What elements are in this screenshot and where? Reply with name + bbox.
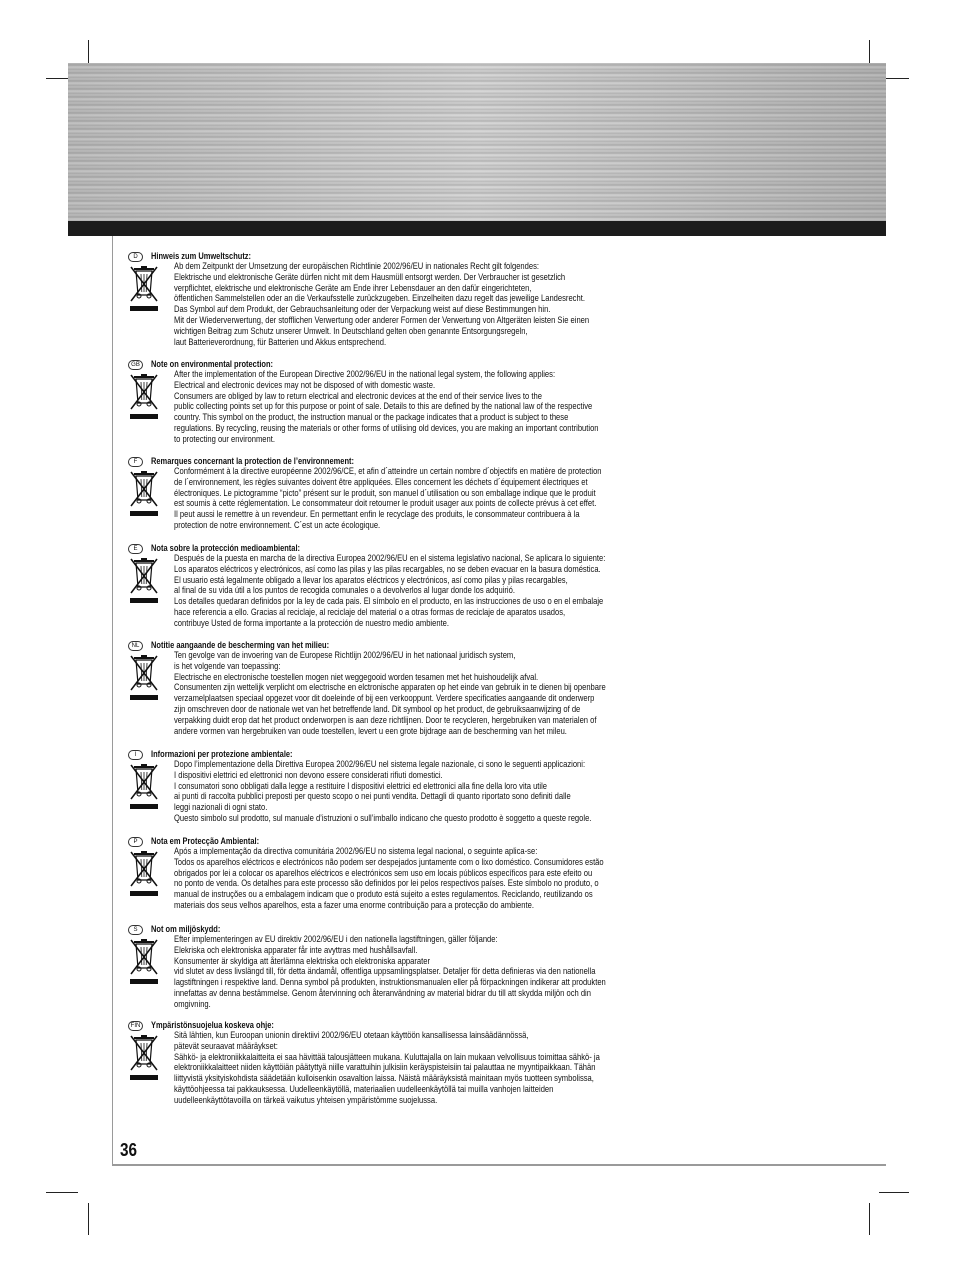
language-code-badge: F [128,457,143,467]
language-code-badge: D [128,252,143,262]
weee-crossed-bin-icon [129,557,159,607]
body-line: manual de instruções ou a embalagem indicam que o produto está sujeito a estes regulamentos. Reciclando, reutilizando os [174,889,593,901]
body-line: no ponto de venda. Os detalhes para este processo são definidos por lei pelos respectivos países. Este símbolo no produto, o [174,878,599,890]
body-line: elektroniikkalaitteet niiden käyttöiän päätyttyä niille varattuihin julkisiin keräyspisteisiin tai palauttaa ne myyntipaikkaan. Tähän [174,1062,596,1074]
body-line: innefattas av denna bestämmelse. Genom återvinning och återanvändning av material bidrar du till att skydda miljön och din [174,987,591,999]
weee-crossed-bin-icon [129,763,159,813]
body-line: Conformément à la directive européenne 2002/96/CE, et afin d´atteindre un certain nombre d´objectifs en matière de protection [174,466,602,477]
body-line: est soumis à cette réglementation. Le consommateur doit retourner le produit usager aux points de collecte prévus à cet effet. [174,498,597,510]
body-line: Todos os aparelhos eléctricos e electrónicos não podem ser despejados juntamente com o lixo doméstico. Consumidores estão [174,856,604,868]
section-body [174,1031,600,1107]
brushed-metal-header [68,63,886,221]
section-title: Ympäristönsuojelua koskeva ohje: [151,1020,274,1030]
body-line: Efter implementeringen av EU direktiv 2002/96/EU i den nationella lagstiftningen, gäller följande: [174,934,498,945]
body-line: I dispositivi elettrici ed elettronici non devono essere considerati rifiuti domestici. [174,769,443,781]
body-line: käyttöohjeessa tai pakkauksessa. Uudelleenkäytöllä, materiaalien uudelleenkäytöllä tai muilla vanhojen laitteiden [174,1083,554,1095]
body-line: pätevät seuraavat määräykset: [174,1040,278,1052]
body-line: Dopo l’implementazione della Direttiva Europea 2002/96/EU nel sistema legale nazionale, ci sono le seguenti applicazioni: [174,759,586,770]
body-line: öffentlichen Sammelstellen oder an die Verkaufsstelle zurückzugeben. Einzelheiten dazu regelt das jeweilige Landesrecht. [174,293,585,305]
section-body [174,262,589,348]
body-line: Sitä lähtien, kun Euroopan unionin direktiivi 2002/96/EU otetaan käyttöön kansallisessa lainsäädännössä, [174,1030,529,1041]
body-line: vid slutet av dess livslängd till, för detta ändamål, offentliga uppsamlingsplatser. Detaljer för detta definieras via den nationella [174,966,596,978]
section-title: Informazioni per protezione ambientale: [151,749,293,759]
body-line: materiais dos seus velhos aparelhos, esta a fazer uma enorme contribuição para a protecção do ambiente. [174,899,534,911]
body-line: contribuye Usted de forma importante a la protección de nuestro medio ambiente. [174,617,450,629]
body-line: regulations. By recycling, reusing the materials or other forms of utilising old devices, you are making an important contribution [174,422,599,434]
crop-mark [869,1203,870,1235]
weee-crossed-bin-icon [129,850,159,900]
body-line: verpflichtet, elektrische und elektronische Geräte am Ende ihrer Lebensdauer an den dafür eingerichteten, [174,282,532,294]
body-line: to protecting our environment. [174,433,275,445]
body-line: lagstiftningen i respektive land. Denna symbol på produkten, instruktionsmanualen eller på förpackningen indikerar att produkten [174,977,606,989]
weee-crossed-bin-icon [129,938,159,988]
page-number: 36 [120,1140,138,1160]
body-line: laut Batterieverordnung, für Batterien und Akkus entsprechend. [174,336,387,348]
header-bar [68,221,886,236]
body-line: After the implementation of the European Directive 2002/96/EU in the national legal system, the following applies: [174,369,556,380]
body-line: électroniques. Le pictogramme “picto” présent sur le produit, son manuel d´utilisation ou son emballage indique que le produit [174,487,596,499]
body-line: I consumatori sono obbligati dalla legge a restituire I dispositivi elettrici ed elettronici alla fine della loro vita utile [174,780,548,792]
section-title: Hinweis zum Umweltschutz: [151,251,252,261]
language-code-badge: E [128,544,143,554]
body-line: al final de su vida útil a los puntos de recogida comunales o a devolverlos al lugar donde los adquirió. [174,585,515,597]
body-line: obrigados por lei a colocar os aparelhos eléctricos e electrónicos sem uso em locais públicos específicos para este efeito ou [174,867,593,879]
body-line: Konsumenter är skyldiga att återlämna elektriska och elektroniska apparater [174,955,430,967]
weee-crossed-bin-icon [129,373,159,423]
body-line: Los aparatos eléctricos y electrónicos, así como las pilas y las pilas recargables, no se deben evacuar en la basura doméstica. [174,563,601,575]
body-line: verpakking duidt erop dat het product onderworpen is aan deze richtlijnen. Door te recycleren, hergebruiken van materialen of [174,714,597,726]
body-line: hace referencia a ello. Gracias al reciclaje, al reciclaje del material o a otras formas de reciclaje de aparatos usados, [174,606,566,618]
body-line: Elektrische und elektronische Geräte dürfen nicht mit dem Hausmüll entsorgt werden. Der Verbraucher ist gesetzlich [174,271,566,283]
body-line: ai punti di raccolta pubblici preposti per questo scopo o nei punti vendita. Dettagli di quanto riportato sono definiti dalle [174,791,571,803]
language-code-badge: GB [128,360,143,370]
section-body [174,760,591,825]
body-line: Electrische en electronische toestellen mogen niet weggegooid worden tesamen met het huishoudelijk afval. [174,671,539,683]
body-line: Mit der Wiederverwertung, der stofflichen Verwertung oder anderer Formen der Verwertung von Altgeräten leisten Sie einen [174,314,590,326]
section-title: Not om miljöskydd: [151,924,221,934]
body-line: de l´environnement, les règles suivantes doivent être appliquées. Elles concernent les déchets d´équipement électriques et [174,476,588,488]
weee-crossed-bin-icon [129,265,159,315]
body-line: verzamelplaatsen speciaal opgezet voor dit doeleinde of bij een verkooppunt. Verdere specificaties aangaande dit onderwerp [174,693,595,705]
section-title: Note on environmental protection: [151,359,274,369]
body-line: Electrical and electronic devices may not be disposed of with domestic waste. [174,379,436,391]
body-line: Ten gevolge van de invoering van de Europese Richtlijn 2002/96/EU in het nationaal juridisch system, [174,650,516,661]
footer-rule [112,1164,886,1166]
crop-mark [46,1192,78,1193]
body-line: Das Symbol auf dem Produkt, der Gebrauchsanleitung oder der Verpackung weist auf diese Bestimmungen hin. [174,304,551,316]
section-title: Notitie aangaande de bescherming van het milieu: [151,640,330,650]
weee-crossed-bin-icon [129,1034,159,1084]
section-title: Nota em Protecção Ambiental: [151,836,260,846]
language-code-badge: NL [128,641,143,651]
language-code-badge: I [128,750,143,760]
body-line: Consumers are obliged by law to return electrical and electronic devices at the end of their service lives to the [174,390,542,402]
body-line: Após a implementação da directiva comunitária 2002/96/EU no sistema legal nacional, o seguinte aplica-se: [174,846,538,857]
margin-rule [112,236,113,1166]
body-line: Sähkö- ja elektroniikkalaitteita ei saa hävittää talousjätteen mukana. Kuluttajalla on lain mukaan velvollisuus toimittaa sähkö- ja [174,1051,600,1063]
body-line: zijn omschreven door de nationale wet van het betreffende land. Dit symbool op het product, de gebruiksaanwijzing of de [174,703,581,715]
body-line: is het volgende van toepassing: [174,660,281,672]
body-line: omgivning. [174,998,211,1010]
body-line: uudelleenkäyttötavoilla on tärkeä vaikutus yhteisen ympäristömme suojelussa. [174,1094,438,1106]
body-line: public collecting points set up for this purpose or point of sale. Details to this are defined by the national law of the respective [174,401,593,413]
body-line: El usuario está legalmente obligado a llevar los aparatos eléctricos y electrónicos, así como pilas y pilas recargables, [174,574,568,586]
language-code-badge: P [128,837,143,847]
language-code-badge: S [128,925,143,935]
body-line: wichtigen Beitrag zum Schutz unserer Umwelt. In Deutschland gelten oben genannte Entsorgungsregeln, [174,325,528,337]
section-body [174,554,605,630]
section-body [174,935,606,1011]
crop-mark [879,1192,909,1193]
section-title: Nota sobre la protección medioambiental: [151,543,301,553]
crop-mark [88,1203,89,1235]
body-line: Il peut aussi le remettre à un revendeur. En permettant enfin le recyclage des produits, le consommateur contribuera à la [174,509,580,521]
body-line: Consumenten zijn wettelijk verplicht om electrische en elctronische apparaten op het einde van gebruik in te dienen bij openbare [174,682,606,694]
section-body [174,651,606,737]
body-line: Ab dem Zeitpunkt der Umsetzung der europäischen Richtlinie 2002/96/EU in nationales Recht gilt folgendes: [174,261,540,272]
weee-crossed-bin-icon [129,654,159,704]
weee-crossed-bin-icon [129,470,159,520]
body-line: andere vormen van hergebruiken van oude toestellen, levert u een grote bijdrage aan de bescherming van het mileu. [174,725,567,737]
body-line: liittyvistä yksityiskohdista säädetään kulloisenkin osavaltion laissa. Näistä määräyksistä mainitaan myös tuotteen symbolissa, [174,1073,594,1085]
section-body [174,847,604,912]
body-line: Después de la puesta en marcha de la directiva Europea 2002/96/EU en el sistema legislativo nacional, Se aplicara lo siguiente: [174,553,606,564]
language-code-badge: FIN [128,1021,143,1031]
body-line: protection de notre environnement. C´est un acte écologique. [174,519,381,531]
body-line: Elekriska och elektroniska apparater får inte avyttras med hushållsavfall. [174,944,418,956]
body-line: leggi nazionali di ogni stato. [174,802,268,814]
body-line: Los detalles quedaran definidos por la ley de cada pais. El símbolo en el producto, en las instrucciones de uso o en el embalaje [174,596,604,608]
body-line: Questo simbolo sul prodotto, sul manuale d’istruzioni o sull’imballo indicano che questo prodotto è soggetto a queste regole. [174,812,592,824]
section-title: Remarques concernant la protection de l’environnement: [151,456,354,466]
section-body [174,467,602,532]
body-line: country. This symbol on the product, the instruction manual or the package indicates that a product is subject to these [174,412,569,424]
section-body [174,370,599,446]
